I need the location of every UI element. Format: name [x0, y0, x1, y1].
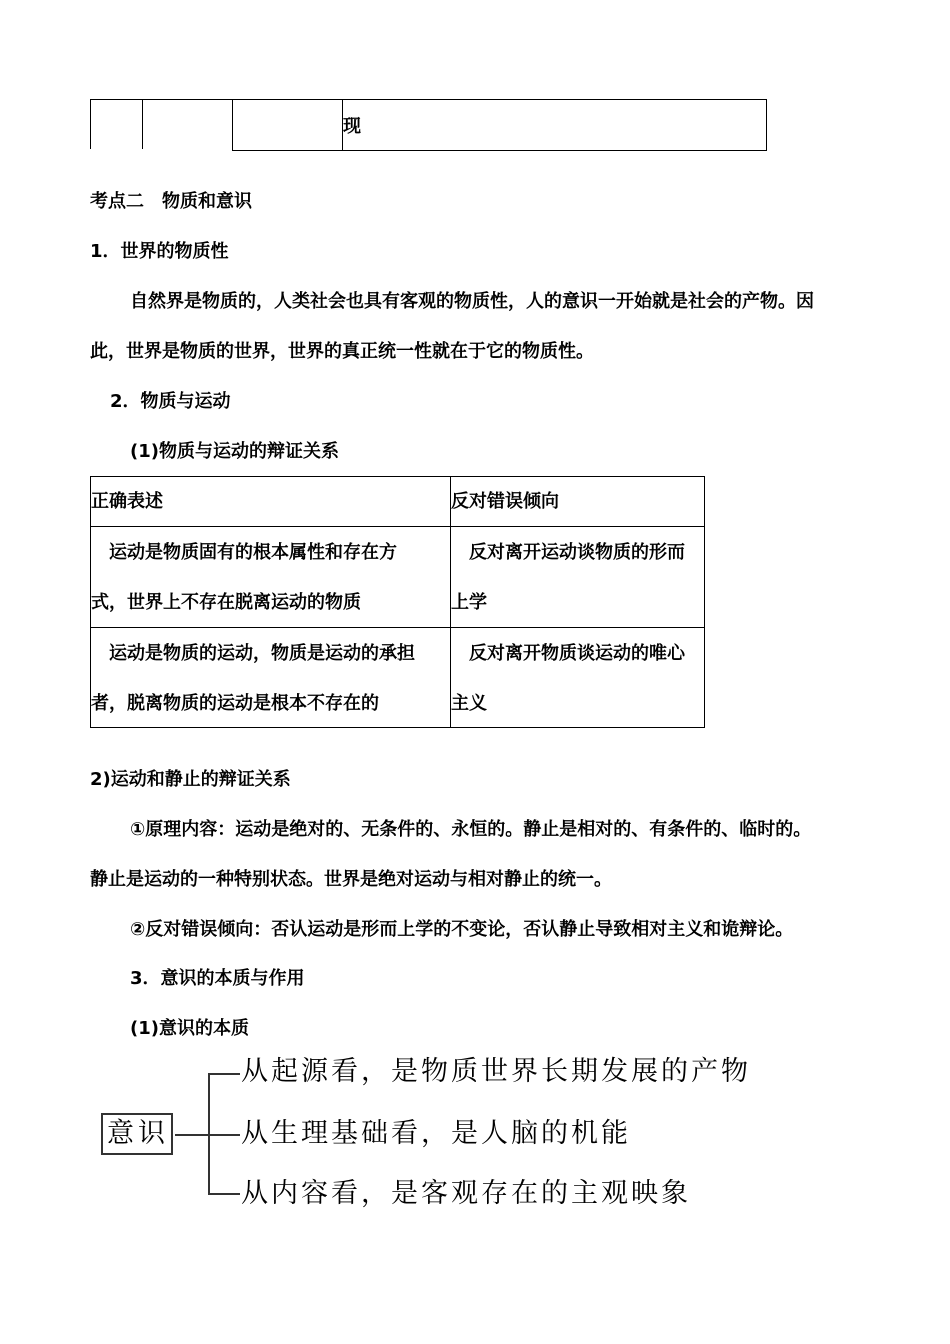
diagram-branch-3: 从内容看，是客观存在的主观映象 [241, 1178, 691, 1209]
diagram-branch-1: 从起源看，是物质世界长期发展的产物 [241, 1056, 751, 1087]
diagram-root-connector [175, 1134, 210, 1136]
section-title: 考点二 物质和意识 [90, 191, 252, 212]
paragraph-1-line-1: 自然界是物质的，人类社会也具有客观的物质性，人的意识一开始就是社会的产物。因 [130, 291, 814, 312]
heading-3: 3．意识的本质与作用 [130, 968, 305, 989]
heading-2-sub-1: (1)物质与运动的辩证关系 [130, 441, 339, 462]
diagram-root-label: 意识 [107, 1118, 169, 1149]
table-row-2-left-line-2: 者，脱离物质的运动是根本不存在的 [91, 693, 379, 714]
table-row-1-left-line-1: 运动是物质固有的根本属性和存在方 [109, 542, 397, 563]
table-row-2-right-line-2: 主义 [451, 693, 487, 714]
heading-2: 2．物质与运动 [110, 391, 231, 412]
diagram-branch-1-connector [208, 1073, 240, 1075]
table-header-oppose: 反对错误倾向 [451, 491, 559, 512]
heading-3-sub-1: (1)意识的本质 [130, 1018, 249, 1039]
table-row-1-right-line-1: 反对离开运动谈物质的形而 [469, 542, 685, 563]
table-row-1-left-line-2: 式，世界上不存在脱离运动的物质 [91, 592, 361, 613]
diagram-branch-2: 从生理基础看，是人脑的机能 [241, 1118, 631, 1149]
heading-1: 1．世界的物质性 [90, 241, 229, 262]
paragraph-1-line-2: 此，世界是物质的世界，世界的真正统一性就在于它的物质性。 [90, 341, 594, 362]
top-table-cell-text: 现 [343, 116, 361, 137]
table-row-2-left-line-1: 运动是物质的运动，物质是运动的承担 [109, 643, 415, 664]
table-header-correct: 正确表述 [91, 491, 163, 512]
diagram-branch-2-connector [208, 1134, 240, 1136]
paragraph-3: ②反对错误倾向：否认运动是形而上学的不变论，否认静止导致相对主义和诡辩论。 [130, 919, 794, 940]
paragraph-2-line-1: ①原理内容：运动是绝对的、无条件的、永恒的。静止是相对的、有条件的、临时的。 [130, 819, 812, 840]
paragraph-2-line-2: 静止是运动的一种特别状态。世界是绝对运动与相对静止的统一。 [90, 869, 612, 890]
table-row-2-right-line-1: 反对离开物质谈运动的唯心 [469, 643, 685, 664]
table-row-1-right-line-2: 上学 [451, 592, 487, 613]
heading-2-sub-2: 2)运动和静止的辩证关系 [90, 769, 291, 790]
diagram-branch-3-connector [208, 1193, 240, 1195]
